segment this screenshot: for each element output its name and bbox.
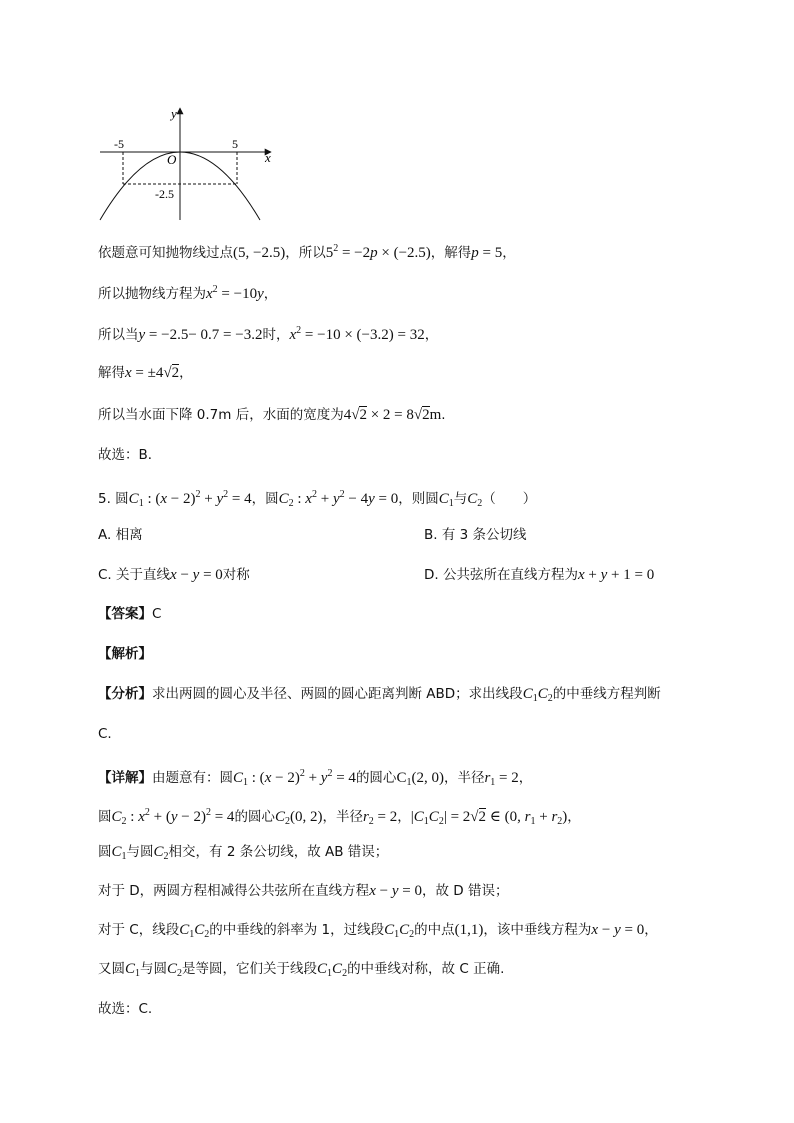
solution-line-6: 故选：B． <box>98 447 162 463</box>
y-axis-label: y <box>171 106 177 121</box>
option-b: B. 有 3 条公切线 <box>424 527 527 543</box>
option-d: D. 公共弦所在直线方程为x + y + 1 = 0 <box>424 567 655 583</box>
parabola-figure <box>95 100 295 225</box>
neg-two-five-label: -2.5 <box>155 187 174 201</box>
detail-line-3: 圆$C_1$与圆$C_2$相交，有 2 条公切线，故 AB 错误； <box>98 844 389 862</box>
analysis-label: 【解析】 <box>98 646 152 662</box>
detail-line-4: 对于 D，两圆方程相减得公共弦所在直线方程x − y = 0，故 D 错误； <box>98 883 509 899</box>
question-5: 5. 圆$C_1$ : $(x - 2)^2 + y^2 = 4$，圆$C_2$ : $x^2 + y^2 - 4y = 0$，则圆$C_1$与$C_2$（ ） <box>98 489 537 509</box>
detail-line-2: 圆$C_2$ : $x^2 + (y - 2)^2 = 4$的圆心$C_2(0$, 2)，半径$r_2 = 2$，$|C_1C_2| = 2√2$ ∈ (0, $r_1 + r_2$)， <box>98 807 581 827</box>
neg-five-label: -5 <box>114 137 124 151</box>
detail-line-6: 又圆$C_1$与圆$C_2$是等圆，它们关于线段$C_1C_2$的中垂线对称，故 C 正确. <box>98 961 505 979</box>
detail-line-1: 【详解】由题意有：圆$C_1$ : $(x - 2)^2 + y^2 = 4$的圆心$C_1(2$, 0)，半径$r_1 = 2$， <box>98 768 533 788</box>
solution-line-4: 解得x = ±4√2， <box>98 365 193 381</box>
answer-line: 【答案】C <box>98 606 162 622</box>
solution-line-5: 所以当水面下降 0.7m 后，水面的宽度为4√2 × 2 = 8√2m. <box>98 407 446 423</box>
solution-line-3: 所以当y = −2.5− 0.7 = −3.2时，$x^2 = -10 \times (-3.2) = 32$， <box>98 325 439 343</box>
solution-line-2: 所以抛物线方程为$x^2 = -10y$， <box>98 284 278 302</box>
solution-line-1: 依题意可知抛物线过点(5, −2.5)，所以$5^2 = -2p \times (-2.5)$，解得p = 5， <box>98 243 516 261</box>
pos-five-label: 5 <box>232 137 238 151</box>
detail-line-5: 对于 C，线段$C_1C_2$的中垂线的斜率为 1，过线段$C_1C_2$的中点(1,1)，该中垂线方程为x − y = 0， <box>98 922 658 940</box>
final-answer: 故选：C. <box>98 1001 153 1017</box>
option-c: C. 关于直线x − y = 0对称 <box>98 567 250 583</box>
option-a: A. 相离 <box>98 527 143 543</box>
origin-label: O <box>167 152 177 167</box>
fenxi-line-2: C. <box>98 726 112 742</box>
x-axis-label: x <box>265 150 271 165</box>
fenxi-line: 【分析】求出两圆的圆心及半径、两圆的圆心距离判断 ABD；求出线段$C_1C_2$的中垂线方程判断 <box>98 686 661 704</box>
